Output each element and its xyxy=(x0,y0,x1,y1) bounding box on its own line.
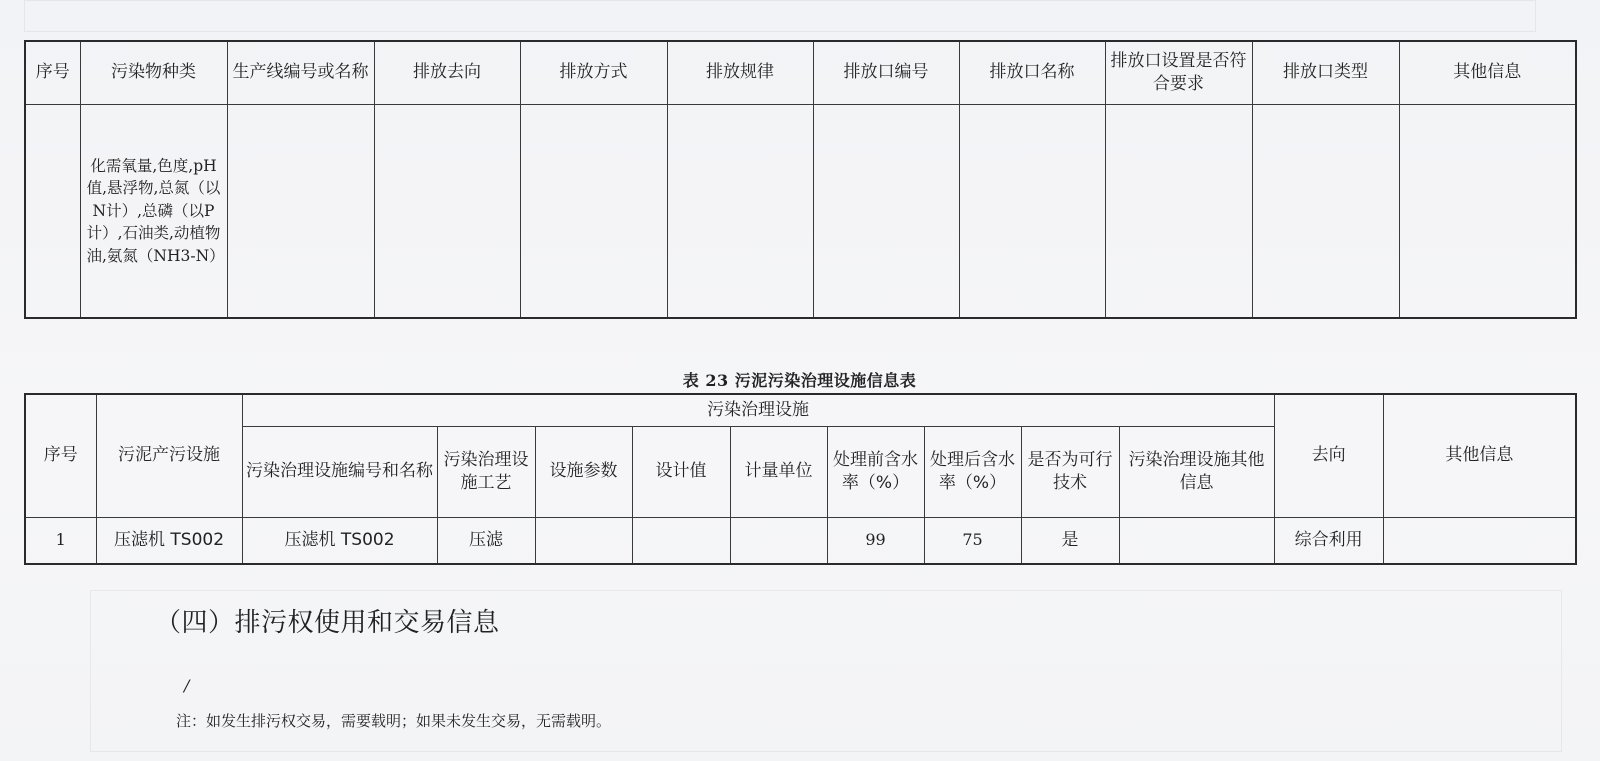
header-cell: 排放去向 xyxy=(374,41,520,105)
index-cell xyxy=(25,105,80,319)
pollutant-types-cell: 化需氧量,色度,pH值,悬浮物,总氮（以N计）,总磷（以P计）,石油类,动植物油,氨氮（NH3-N） xyxy=(80,105,227,319)
emission-outlet-table xyxy=(24,40,1577,319)
section-heading: （四）排污权使用和交易信息 xyxy=(155,608,500,638)
ghost-box xyxy=(24,0,1536,32)
header-cell: 是否为可行技术 xyxy=(1021,427,1119,518)
header-cell: 污染治理设施工艺 xyxy=(437,427,535,518)
method-cell xyxy=(520,105,667,319)
header-cell: 排放方式 xyxy=(520,41,667,105)
other-info-cell xyxy=(1383,518,1576,565)
header-cell: 其他信息 xyxy=(1383,394,1576,518)
facility-id-cell: 压滤机 TS002 xyxy=(242,518,437,565)
water-before-cell: 99 xyxy=(827,518,924,565)
header-cell: 排放口名称 xyxy=(959,41,1105,105)
table-header-row xyxy=(25,394,1576,427)
header-cell: 序号 xyxy=(25,41,80,105)
sludge-treatment-table xyxy=(24,393,1577,565)
header-cell: 污染物种类 xyxy=(80,41,227,105)
design-cell xyxy=(632,518,730,565)
water-after-cell: 75 xyxy=(924,518,1021,565)
compliance-cell xyxy=(1105,105,1252,319)
header-cell: 设施参数 xyxy=(535,427,632,518)
header-cell: 排放规律 xyxy=(667,41,813,105)
outlet-number-cell xyxy=(813,105,959,319)
params-cell xyxy=(535,518,632,565)
feasible-cell: 是 xyxy=(1021,518,1119,565)
facility-other-cell xyxy=(1119,518,1274,565)
header-cell: 计量单位 xyxy=(730,427,827,518)
table-row xyxy=(25,518,1576,565)
header-cell: 排放口设置是否符合要求 xyxy=(1105,41,1252,105)
header-cell: 污染治理设施其他信息 xyxy=(1119,427,1274,518)
header-cell: 序号 xyxy=(25,394,96,518)
header-cell: 处理前含水率（%） xyxy=(827,427,924,518)
footnote: 注：如发生排污权交易，需要载明；如果未发生交易，无需载明。 xyxy=(176,712,612,730)
table-row xyxy=(25,105,1576,319)
header-cell: 生产线编号或名称 xyxy=(227,41,374,105)
destination-cell: 综合利用 xyxy=(1274,518,1383,565)
pattern-cell xyxy=(667,105,813,319)
source-facility-cell: 压滤机 TS002 xyxy=(96,518,242,565)
blank-mark: / xyxy=(184,676,190,695)
header-cell: 排放口编号 xyxy=(813,41,959,105)
header-cell: 去向 xyxy=(1274,394,1383,518)
header-cell: 污泥产污设施 xyxy=(96,394,242,518)
line-cell xyxy=(227,105,374,319)
header-cell: 排放口类型 xyxy=(1252,41,1399,105)
other-info-cell xyxy=(1399,105,1576,319)
header-group-cell: 污染治理设施 xyxy=(242,394,1274,427)
header-cell: 其他信息 xyxy=(1399,41,1576,105)
direction-cell xyxy=(374,105,520,319)
outlet-name-cell xyxy=(959,105,1105,319)
index-cell: 1 xyxy=(25,518,96,565)
unit-cell xyxy=(730,518,827,565)
table-header-row xyxy=(25,41,1576,105)
process-cell: 压滤 xyxy=(437,518,535,565)
header-cell: 处理后含水率（%） xyxy=(924,427,1021,518)
outlet-type-cell xyxy=(1252,105,1399,319)
table-title: 表 23 污泥污染治理设施信息表 xyxy=(682,371,917,390)
header-cell: 污染治理设施编号和名称 xyxy=(242,427,437,518)
header-cell: 设计值 xyxy=(632,427,730,518)
